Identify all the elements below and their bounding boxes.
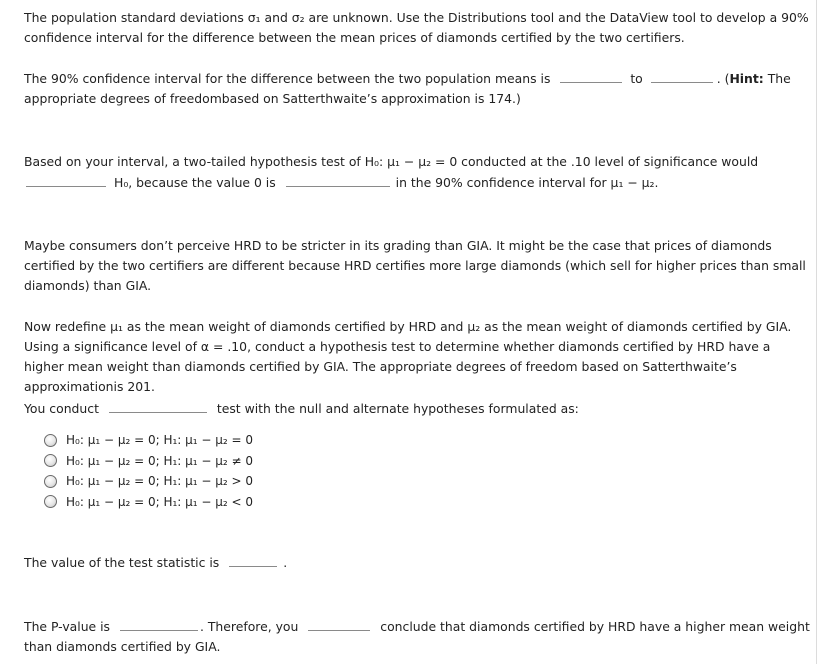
hyp-interval-paragraph (24, 152, 810, 193)
ci-prefix: The 90% confidence interval for the difference between the two population means is (24, 71, 551, 86)
ci-after-blank: . ( (716, 71, 730, 86)
hypothesis-label: H₀: μ₁ − μ₂ = 0; H₁: μ₁ − μ₂ = 0 (66, 433, 254, 448)
test-stat-suffix: . (283, 555, 288, 570)
pvalue-prefix: The P-value is (24, 619, 111, 634)
hyp-interval-mid: H₀, because the value 0 is (114, 175, 276, 190)
radio-button[interactable] (44, 475, 57, 488)
hint-text: The appropriate degrees of freedombased on Satterthwaite’s approximation is 174.) (24, 71, 791, 106)
conduct-paragraph (24, 398, 810, 419)
maybe-text: Maybe consumers don’t perceive HRD to be stricter in its grading than GIA. It might be the case that prices of diamonds certified by the two certifiers are different because HRD certifies more large diamonds (which sell for higher prices than small diamonds) than GIA. (24, 238, 806, 293)
hint-label: Hint: (729, 71, 764, 86)
hypothesis-option[interactable] (44, 451, 253, 472)
test-type-blank[interactable] (109, 398, 207, 413)
decision-blank[interactable] (26, 172, 106, 187)
test-stat-prefix: The value of the test statistic is (24, 555, 220, 570)
radio-button[interactable] (44, 495, 57, 508)
hyp-interval-line1: Based on your interval, a two-tailed hypothesis test of H₀: μ₁ − μ₂ = 0 conducted at the .10 level of significance would (24, 154, 759, 169)
ci-paragraph (24, 68, 810, 109)
pvalue-suffix: conclude that diamonds certified by HRD have a higher mean weight than diamonds certified by GIA. (24, 619, 810, 654)
ci-lower-blank[interactable] (560, 68, 622, 83)
hypothesis-label: H₀: μ₁ − μ₂ = 0; H₁: μ₁ − μ₂ ≠ 0 (66, 453, 254, 468)
pvalue-paragraph (24, 616, 810, 657)
ci-to-label: to (630, 71, 643, 86)
radio-button[interactable] (44, 434, 57, 447)
pvalue-mid: . Therefore, you (199, 619, 299, 634)
hypothesis-option[interactable] (44, 430, 253, 451)
test-stat-paragraph (24, 552, 810, 573)
hyp-interval-end: in the 90% confidence interval for μ₁ − μ₂. (395, 175, 659, 190)
hypothesis-label: H₀: μ₁ − μ₂ = 0; H₁: μ₁ − μ₂ < 0 (66, 494, 254, 509)
conclusion-blank[interactable] (308, 616, 370, 631)
test-stat-blank[interactable] (229, 552, 277, 567)
hypothesis-label: H₀: μ₁ − μ₂ = 0; H₁: μ₁ − μ₂ > 0 (66, 474, 254, 489)
pvalue-blank[interactable] (120, 616, 198, 631)
location-blank[interactable] (286, 172, 390, 187)
hypothesis-option[interactable] (44, 492, 253, 513)
conduct-prefix: You conduct (24, 401, 99, 416)
hypothesis-option[interactable] (44, 471, 253, 492)
redefine-text: Now redefine μ₁ as the mean weight of diamonds certified by HRD and μ₂ as the mean weight of diamonds certified by GIA. Using a significance level of α = .10, conduct a hypothesis test to determine whether diamonds certified by HRD have a higher mean weight than diamonds certified by GIA. The appropriate degrees of freedom based on Satterthwaite’s approximationis 201. (24, 319, 792, 394)
intro-text: The population standard deviations σ₁ and σ₂ are unknown. Use the Distributions tool and the DataView tool to develop a 90% confidence interval for the difference between the mean prices of diamonds certified by the two certifiers. (24, 10, 809, 45)
radio-button[interactable] (44, 454, 57, 467)
conduct-suffix: test with the null and alternate hypotheses formulated as: (216, 401, 579, 416)
hypotheses-radio-group (44, 430, 253, 512)
ci-upper-blank[interactable] (651, 68, 713, 83)
